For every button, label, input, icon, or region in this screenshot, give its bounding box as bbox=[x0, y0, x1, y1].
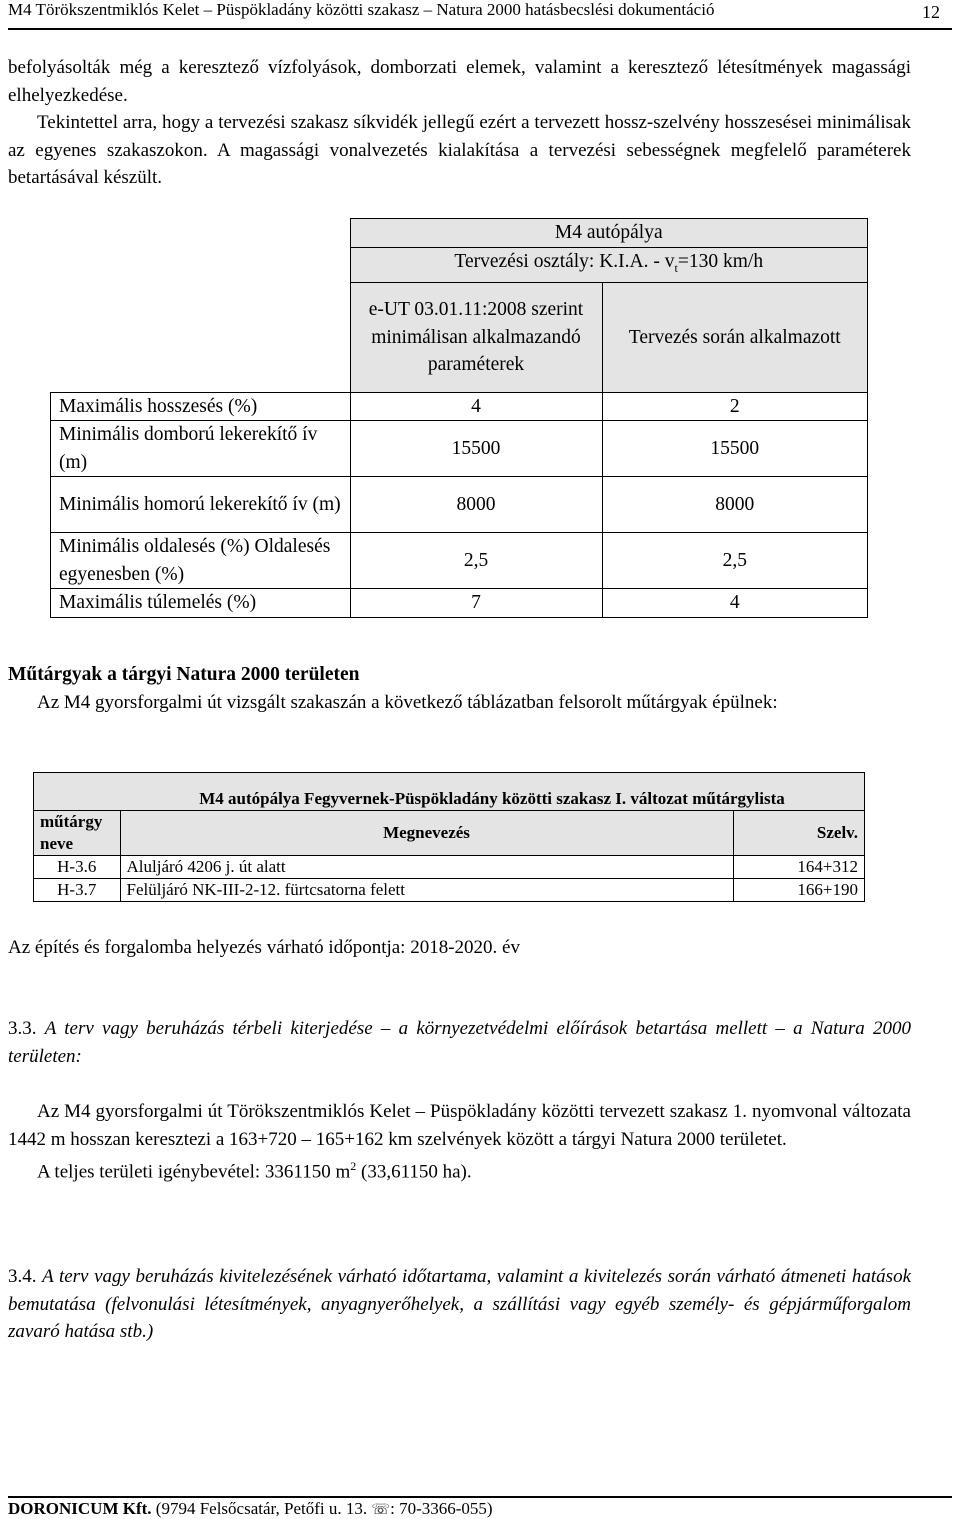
intro-paragraph-1: befolyásolták még a keresztező vízfolyások, domborzati elemek, valamint a keresztező létesítmények magassági elhelyezkedése. bbox=[8, 57, 911, 106]
table2-col-id: műtárgy neve bbox=[34, 811, 121, 856]
table-row bbox=[51, 421, 868, 477]
structures-table bbox=[33, 772, 865, 902]
intro-text bbox=[8, 54, 911, 192]
section-3-3-title: A terv vagy beruházás térbeli kiterjedése – a környezetvédelmi előírások betartása mellett – a Natura 2000 területen: bbox=[8, 1018, 911, 1067]
row-label: Minimális homorú lekerekítő ív (m) bbox=[51, 477, 351, 533]
header-title: M4 Törökszentmiklós Kelet – Püspökladány közötti szakasz – Natura 2000 hatásbecslési dokumentáció bbox=[8, 0, 715, 19]
table2-col-name: Megnevezés bbox=[120, 811, 733, 856]
section-number: 3.4. bbox=[8, 1266, 37, 1287]
table1-col-minimum: e-UT 03.01.11:2008 szerint minimálisan alkalmazandó paraméterek bbox=[350, 282, 602, 392]
structure-szelv: 166+190 bbox=[733, 879, 865, 902]
section-3-3-paragraph-1: Az M4 gyorsforgalmi út Törökszentmiklós Kelet – Püspökladány közötti tervezett szakasz 1. nyomvonal változata 1442 m hosszan keresztezi a 163+720 – 165+162 km szelvények között a tárgyi Natura 2000 területet. bbox=[8, 1101, 911, 1150]
table2-title: M4 autópálya Fegyvernek-Püspökladány közötti szakasz I. változat műtárgylista bbox=[120, 773, 865, 811]
row-used-value: 2 bbox=[602, 392, 868, 421]
row-min-value: 2,5 bbox=[350, 533, 602, 589]
structure-name: Aluljáró 4206 j. út alatt bbox=[120, 856, 733, 879]
section-3-4 bbox=[8, 1263, 911, 1346]
design-parameters-table bbox=[50, 218, 868, 618]
company-name: DORONICUM Kft. bbox=[8, 1499, 152, 1518]
section-3-3-body bbox=[8, 1098, 911, 1186]
company-address: (9794 Felsőcsatár, Petőfi u. 13. bbox=[151, 1499, 372, 1518]
section-title-structures: Műtárgyak a tárgyi Natura 2000 területen bbox=[8, 664, 360, 685]
section-3-3-heading bbox=[8, 1015, 911, 1070]
table1-col-used: Tervezés során alkalmazott bbox=[602, 282, 868, 392]
table-row bbox=[34, 856, 865, 879]
table-row bbox=[51, 477, 868, 533]
schedule-text: Az építés és forgalomba helyezés várható időpontja: 2018-2020. év bbox=[8, 937, 520, 958]
table1-header-road: M4 autópálya bbox=[350, 219, 868, 248]
table-row bbox=[34, 879, 865, 902]
row-used-value: 8000 bbox=[602, 477, 868, 533]
row-label: Minimális oldalesés (%) Oldalesés egyenesben (%) bbox=[51, 533, 351, 589]
page-header bbox=[8, 0, 952, 30]
row-used-value: 4 bbox=[602, 589, 868, 618]
row-used-value: 2,5 bbox=[602, 533, 868, 589]
intro-paragraph-2: Tekintettel arra, hogy a tervezési szakasz síkvidék jellegű ezért a tervezett hossz-szelvény hosszesései minimálisak az egyenes szakaszokon. A magassági vonalvezetés kialakítása a tervezési sebességnek megfelelő paraméterek betartásával készült. bbox=[8, 112, 911, 188]
table-row bbox=[51, 589, 868, 618]
section-intro bbox=[8, 689, 911, 717]
structure-id: H-3.6 bbox=[34, 856, 121, 879]
table-row bbox=[51, 533, 868, 589]
table2-col-szelv: Szelv. bbox=[733, 811, 865, 856]
page-number: 12 bbox=[922, 2, 940, 22]
section-3-4-heading bbox=[8, 1263, 911, 1346]
table-row bbox=[51, 392, 868, 421]
structure-szelv: 164+312 bbox=[733, 856, 865, 879]
telephone-icon: ☏ bbox=[371, 1502, 391, 1518]
section-3-4-title: A terv vagy beruházás kivitelezésének várható időtartama, valamint a kivitelezés során várható átmeneti hatások bemutatása (felvonulási létesítmények, anyagnyerőhelyek, a szállítási vagy egyéb személy- és gépjárműforgalom zavaró hatása stb.) bbox=[8, 1266, 911, 1342]
row-label: Minimális domború lekerekítő ív (m) bbox=[51, 421, 351, 477]
company-phone: : 70-3366-055) bbox=[390, 1499, 493, 1518]
row-min-value: 8000 bbox=[350, 477, 602, 533]
section-3-3 bbox=[8, 1015, 911, 1070]
row-used-value: 15500 bbox=[602, 421, 868, 477]
table1-header-class: Tervezési osztály: K.I.A. - $v_t=130$ km/h bbox=[350, 247, 868, 282]
row-label: Maximális túlemelés (%) bbox=[51, 589, 351, 618]
row-min-value: 7 bbox=[350, 589, 602, 618]
section-number: 3.3. bbox=[8, 1018, 37, 1039]
row-label: Maximális hosszesés (%) bbox=[51, 392, 351, 421]
row-min-value: 4 bbox=[350, 392, 602, 421]
row-min-value: 15500 bbox=[350, 421, 602, 477]
page-footer bbox=[8, 1496, 952, 1519]
structure-id: H-3.7 bbox=[34, 879, 121, 902]
section-text: Az M4 gyorsforgalmi út vizsgált szakaszán a következő táblázatban felsorolt műtárgyak épülnek: bbox=[37, 692, 778, 713]
section-3-3-paragraph-2: A teljes területi igénybevétel: 3361150 $m^2$ (33,61150 ha). bbox=[37, 1159, 472, 1183]
structure-name: Felüljáró NK-III-2-12. fürtcsatorna felett bbox=[120, 879, 733, 902]
